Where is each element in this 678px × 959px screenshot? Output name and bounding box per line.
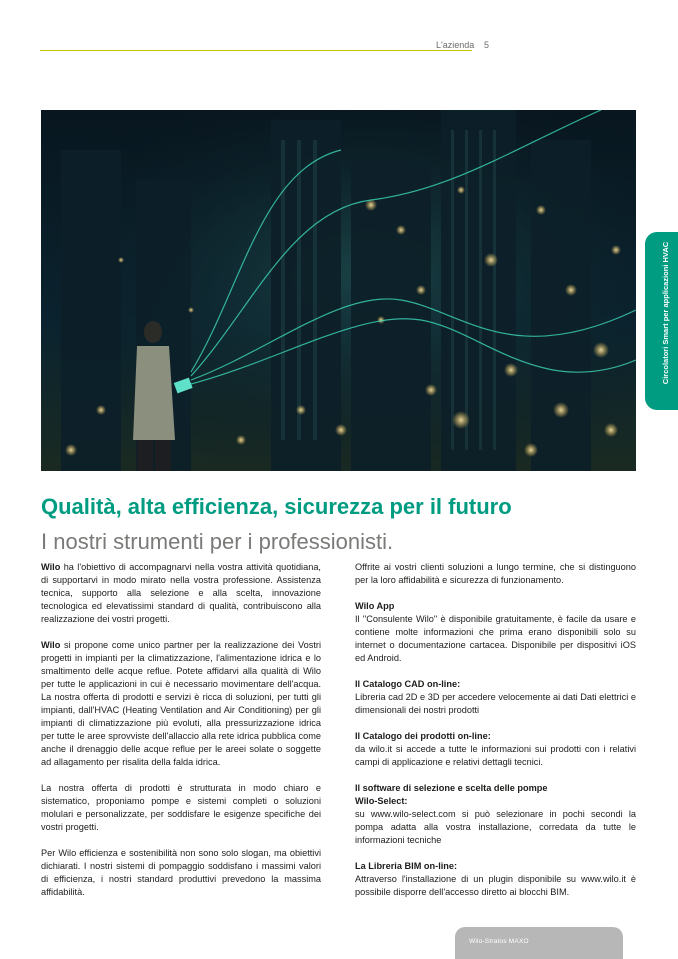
- section-text: Attraverso l'installazione di un plugin disponibile su www.wilo.it è possibile disporre dell'accesso diretto ai blocchi BIM.: [355, 874, 636, 897]
- section-heading: Il software di selezione e scelta delle pompe: [355, 783, 548, 793]
- section-text: da wilo.it si accede a tutte le informazioni sui prodotti con i relativi campi di applicazione e relativi dettagli tecnici.: [355, 744, 636, 767]
- section-product-catalog: [355, 730, 636, 769]
- header-rule: [40, 50, 472, 51]
- section-heading-2: Wilo-Select:: [355, 796, 408, 806]
- side-tab-label: Circolatori Smart per applicazioni HVAC: [661, 241, 670, 385]
- header-section-label: L'azienda: [436, 40, 475, 50]
- page-number: 5: [484, 40, 490, 50]
- paragraph: Per Wilo efficienza e sostenibilità non sono solo slogan, ma obiettivi dichiarati. I nostri sistemi di pompaggio soddisfano i massimi valori di efficienza, i nostri standard produttivi prevedono la massima affidabilità.: [41, 848, 321, 897]
- paragraph-text: ha l'obiettivo di accompagnarvi nella vostra attività quotidiana, di supportarvi in modo mirato nella vostra professione. Assistenza tecnica, supporto alla selezione e alla scelta, innovazione tecnologica ed elevatissimi standard di qualità, contribuiscono alla realizzazione dei vostri progetti.: [41, 562, 321, 624]
- footer-label: Wilo-Stratos MAXO: [469, 938, 529, 945]
- left-text-column: [41, 561, 321, 912]
- page-title: Qualità, alta efficienza, sicurezza per il futuro: [41, 494, 512, 519]
- section-cad-catalog: [355, 678, 636, 717]
- right-text-column: [355, 561, 636, 912]
- section-bim-library: [355, 860, 636, 899]
- paragraph: [41, 561, 321, 626]
- paragraph: Offrite ai vostri clienti soluzioni a lungo termine, che si distinguono per la loro affidabilità e sicurezza di funzionamento.: [355, 562, 636, 585]
- hero-image: [41, 110, 636, 471]
- footer-product-tab[interactable]: [455, 927, 623, 959]
- section-text: su www.wilo-select.com si può selezionare in pochi secondi la pompa adatta alla vostra installazione, corredata da tutte le informazioni tecniche: [355, 809, 636, 845]
- section-heading: Il Catalogo dei prodotti on-line:: [355, 731, 491, 741]
- side-category-tab[interactable]: [645, 232, 678, 410]
- page-subtitle: I nostri strumenti per i professionisti.: [41, 529, 394, 554]
- section-wilo-app: [355, 600, 636, 665]
- paragraph: La nostra offerta di prodotti è strutturata in modo chiaro e sistematico, proponiamo pompe e sistemi completi o soluzioni molulari e personalizzate, per soddisfare le esigenze specifiche dei vostri progetti.: [41, 783, 321, 832]
- paragraph: [41, 639, 321, 769]
- paragraph-text: si propone come unico partner per la realizzazione dei Vostri progetti in impianti per la climatizzazione, l'alimentazione idrica e lo smaltimento delle acque reflue. Potete affidarvi alla qualità di Wilo per tutte le applicazioni in cui è necessario movimentare dell'acqua. La nostra offerta di prodotti e servizi è ricca di soluzioni, per tutti gli impianti, dall'HVAC (Heating Ventilation and Air Conditioning) per gli impianti di climatizzazione più evoluti, alla pressurizzazione idrica per tutte le aree sprovviste dell'allaccio alla rete idrica pubblica come anche il drenaggio delle acque reflue per le areei solate o soggette ad allagamento per risalita della falda idrica.: [41, 640, 321, 767]
- brand-name: Wilo: [41, 640, 61, 650]
- section-heading: Il Catalogo CAD on-line:: [355, 679, 461, 689]
- section-text: Il "Consulente Wilo" è disponibile gratuitamente, è facile da usare e contiene molte informazioni che prima erano disponibili solo su internet o documentazione cartacea. Disponibile per dispositivi iOS ed Android.: [355, 614, 636, 663]
- section-heading: Wilo App: [355, 601, 395, 611]
- city-night-man-tablet-image: [41, 110, 636, 471]
- brand-name: Wilo: [41, 562, 61, 572]
- section-wilo-select: [355, 782, 636, 847]
- section-text: Libreria cad 2D e 3D per accedere velocemente ai dati Dati elettrici e dimensionali dei nostri prodotti: [355, 692, 636, 715]
- section-heading: La Libreria BIM on-line:: [355, 861, 458, 871]
